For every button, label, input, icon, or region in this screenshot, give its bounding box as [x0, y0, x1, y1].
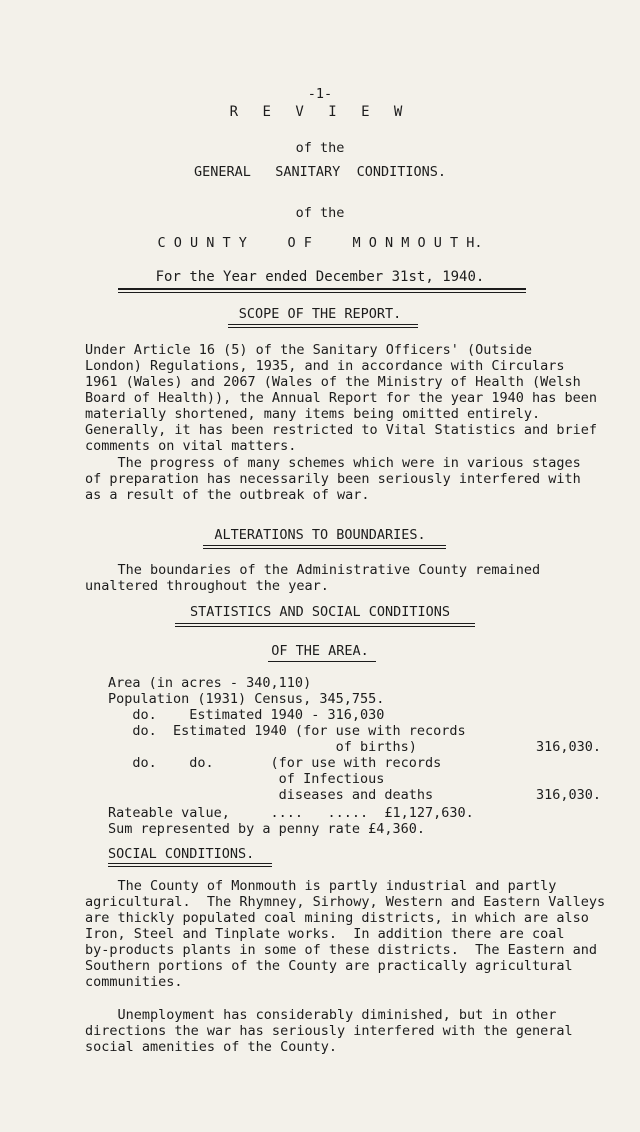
of-the-1: of the — [295, 140, 345, 156]
of-the-2: of the — [295, 205, 345, 221]
text-line: Under Article 16 (5) of the Sanitary Officers' (Outside — [85, 342, 533, 358]
general-sanitary-title: GENERAL SANITARY CONDITIONS. — [194, 164, 446, 180]
text-line: directions the war has seriously interfered with the general — [85, 1023, 573, 1039]
boundaries-rule — [203, 545, 446, 546]
statistics-heading: STATISTICS AND SOCIAL CONDITIONS — [189, 604, 451, 620]
county-title: C O U N T Y O F M O N M O U T H. — [157, 235, 483, 251]
text-line: of preparation has necessarily been seriously interfered with — [85, 471, 581, 487]
text-line: Area (in acres - 340,110) — [108, 675, 312, 691]
text-line: Board of Health)), the Annual Report for the year 1940 has been — [85, 390, 598, 406]
statistics-rule — [175, 623, 475, 624]
text-line: Generally, it has been restricted to Vital Statistics and brief — [85, 422, 598, 438]
text-line: Iron, Steel and Tinplate works. In addition there are coal — [85, 926, 565, 942]
scope-heading: SCOPE OF THE REPORT. — [238, 306, 402, 322]
year-rule-2 — [118, 292, 526, 293]
scope-rule-2 — [228, 327, 418, 328]
page-number: -1- — [307, 86, 333, 102]
text-line: Southern portions of the County are practically agricultural — [85, 958, 573, 974]
text-line: The boundaries of the Administrative County remained — [85, 562, 541, 578]
text-line: social amenities of the County. — [85, 1039, 337, 1055]
births-value: 316,030. — [536, 739, 602, 755]
boundaries-rule-2 — [203, 548, 446, 549]
rateable-value: Rateable value, .... ..... £1,127,630. — [108, 805, 474, 821]
text-line: 1961 (Wales) and 2067 (Wales of the Ministry of Health (Welsh — [85, 374, 581, 390]
boundaries-heading: ALTERATIONS TO BOUNDARIES. — [214, 527, 426, 543]
statistics-rule-2 — [175, 626, 475, 627]
text-line: The County of Monmouth is partly industrial and partly — [85, 878, 557, 894]
statistics-subheading: OF THE AREA. — [271, 643, 369, 659]
year-rule — [118, 288, 526, 290]
scope-rule — [228, 324, 418, 325]
text-line: by-products plants in some of these districts. The Eastern and — [85, 942, 598, 958]
text-line: unaltered throughout the year. — [85, 578, 329, 594]
penny-rate: Sum represented by a penny rate £4,360. — [108, 821, 425, 837]
boundaries-paragraph — [85, 562, 540, 594]
infectious-lines — [108, 771, 433, 803]
text-line: Population (1931) Census, 345,755. — [108, 691, 385, 707]
social-rule — [108, 863, 272, 864]
statistics-lines — [108, 675, 466, 755]
text-line: communities. — [85, 974, 183, 990]
text-line: do. Estimated 1940 (for use with records — [108, 723, 466, 739]
text-line: comments on vital matters. — [85, 438, 297, 454]
text-line: do. Estimated 1940 - 316,030 — [108, 707, 385, 723]
social-paragraph-2 — [85, 1007, 573, 1055]
text-line: of births) — [108, 739, 417, 755]
text-line: diseases and deaths — [108, 787, 434, 803]
year-line: For the Year ended December 31st, 1940. — [155, 269, 485, 285]
scope-paragraph-1 — [85, 342, 597, 454]
text-line: The progress of many schemes which were in various stages — [85, 455, 581, 471]
text-line: as a result of the outbreak of war. — [85, 487, 370, 503]
text-line: are thickly populated coal mining districts, in which are also — [85, 910, 589, 926]
review-title: R E V I E W — [229, 104, 411, 120]
statistics-do-line: do. do. (for use with records — [108, 755, 442, 771]
text-line: Unemployment has considerably diminished, but in other — [85, 1007, 557, 1023]
text-line: materially shortened, many items being omitted entirely. — [85, 406, 541, 422]
social-rule-2 — [108, 866, 272, 867]
social-paragraph-1 — [85, 878, 605, 990]
text-line: agricultural. The Rhymney, Sirhowy, Western and Eastern Valleys — [85, 894, 606, 910]
scope-paragraph-2 — [85, 455, 581, 503]
text-line: of Infectious — [108, 771, 385, 787]
subheading-rule — [268, 661, 376, 662]
social-heading: SOCIAL CONDITIONS. — [108, 846, 255, 862]
deaths-value: 316,030. — [536, 787, 602, 803]
text-line: London) Regulations, 1935, and in accordance with Circulars — [85, 358, 565, 374]
